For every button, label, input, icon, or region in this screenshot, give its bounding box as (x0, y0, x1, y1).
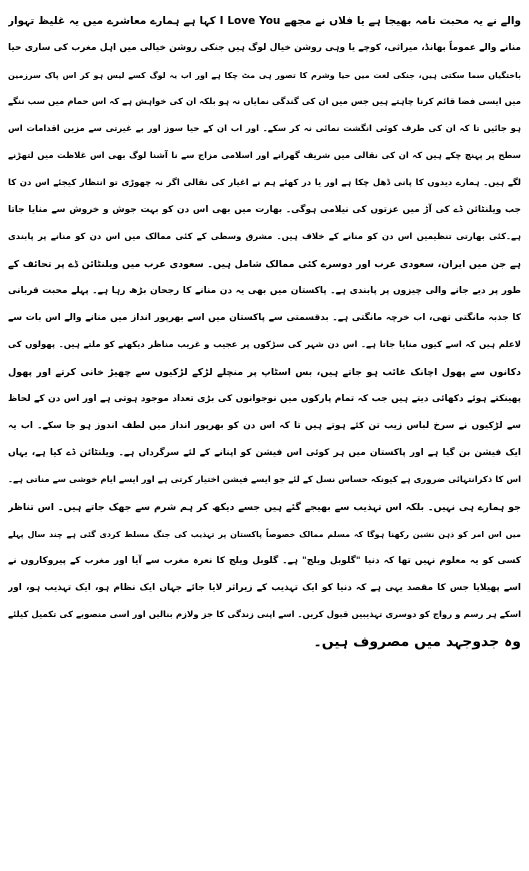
text-line: ہو جائیں تا کہ ان کی طرف کوئی انگشت نمائی نہ کر سکے۔ اور اب ان کے حیا سوز اور بے غیرتی سے مزین اقدامات اس (8, 124, 521, 134)
text-line: اسے پھیلایا جس کا مقصد یہی ہے کہ دنیا کو ایک تہذیب کے زیراثر لایا جائے جہاں ایک نظام ہو، ایک تہذیب ہو، اور (8, 583, 521, 593)
text-line: میں اس امر کو ذہن نشین رکھنا ہوگا کہ مسلم ممالک خصوصاً پاکستان پر تہذیب کی جنگ مسلط کردی گئی ہے چند سال پہلے (8, 530, 521, 539)
text-line: ہے۔کئی بھارتی تنظیمیں اس دن کو منانے کے خلاف ہیں۔ مشرق وسطی کے کئی ممالک میں اس دن کو منانے پر پابندی (8, 232, 521, 242)
text-line: منانے والے عموماً بھانڈ، میراثی، کوچے یا وہی روشن خیال لوگ ہیں جنکی روشن خیالی میں اہل مغرب کی ساری حیا (8, 43, 521, 53)
text-line: پھینکتے ہوئے دکھائی دیتے ہیں جب کہ تمام پارکوں میں نوجوانوں کی بڑی تعداد موجود ہوتی ہے اور اس دن کے لحاظ (8, 394, 521, 404)
text-line: اسکے ہر رسم و رواج کو دوسری تہذیبیں قبول کریں۔ اسے اپنی زندگی کا جز ولازم بنالیں اور اسی منصوبے کی تکمیل کیلئے (8, 610, 521, 620)
text-line: دکانوں سے پھول اچانک غائب ہو جاتے ہیں، بس اسٹاپ پر منچلے لڑکے لڑکیوں سے چھیڑ خانی کرتے اور پھول (8, 367, 521, 378)
text-line: سطح پر پہنچ چکے ہیں کہ ان کی نقالی میں شریف گھرانے اور اسلامی مزاج سے نا آشنا لوگ بھی اس غلاظت میں لتھڑنے (8, 151, 521, 161)
text-line: جب ویلنٹائن ڈے کی آڑ میں عزتوں کی نیلامی ہوگی۔ بھارت میں بھی اس دن کو بہت جوش و خروش سے منایا جاتا (8, 205, 521, 215)
text-line: اس کا ذکرانتہائی ضروری ہے کیونکہ حساس نسل کے لئے جو ایسے فیشن اختیار کرتی ہے اور ایسے ایام خوشی سے مناتی ہے۔ (8, 475, 521, 485)
text-line: باختگیاں سما سکتی ہیں، جنکی لغت میں حیا وشرم کا تصور ہی مٹ چکا ہے اور اب یہ لوگ کسے لیس ہو کر اس پاک سرزمین (8, 71, 521, 80)
text-line: لگے ہیں۔ ہمارے دیدوں کا پانی ڈھل چکا ہے اور یا در کھئے ہم نے اغیار کی نقالی اگر نہ چھوڑی تو انتظار کیجئے اس دن کا (8, 178, 521, 188)
text-line: والے نے یہ محبت نامہ بھیجا ہے یا فلاں نے مجھے I Love You کہا ہے ہمارے معاشرے میں یہ غلیظ تہوار (8, 15, 521, 27)
text-line: کسی کو یہ معلوم نہیں تھا کہ دنیا "گلوبل ویلج" ہے۔ گلوبل ویلج کا نعرہ مغرب سے آیا اور مغرب کے پیروکاروں نے (8, 556, 521, 566)
text-line: جو ہمارے ہی نہیں۔ بلکہ اس تہذیب سے بھیجے گئے ہیں جسے دیکھ کر ہم شرم سے جھک جاتے ہیں۔ اس تناظر (8, 502, 521, 513)
text-line: کا جذبہ مانگتی تھی، اب خرچہ مانگتی ہے۔ بدقسمتی سے پاکستان میں اسے بھرپور انداز میں منانے والے اس بات سے (8, 313, 521, 323)
text-line-last: وہ جدوجہد میں مصروف ہیں۔ (313, 634, 521, 650)
text-line: طور پر دیے جانے والی چیزوں پر پابندی ہے۔ پاکستان میں بھی یہ دن منانے کا رجحان بڑھ رہا ہے۔ پہلے محبت قربانی (8, 286, 521, 296)
text-line: سے لڑکیوں نے سرخ لباس زیب تن کئے ہوتے ہیں تا کہ اس دن کو بھرپور انداز میں لطف اندوز ہو جا سکے۔ اب یہ (8, 421, 521, 431)
text-line: میں ایسی فضا قائم کرنا چاہتے ہیں جس میں ان کی گندگی نمایاں نہ ہو بلکہ ان کی خواہش ہے کہ اس حمام میں سب ننگے (8, 97, 521, 107)
article-body (8, 8, 521, 656)
text-line: ایک فیشن بن گیا ہے اور پاکستان میں ہر کوئی اس فیشن کو اپنانے کے لئے سرگرداں ہے۔ ویلنٹائن ڈے کیا ہے، یہاں (8, 448, 521, 458)
text-line: ہے جن میں ایران، سعودی عرب اور دوسرے کئی ممالک شامل ہیں۔ سعودی عرب میں ویلنٹائن ڈے پر تحائف کے (8, 259, 521, 270)
text-line: لاعلم ہیں کہ اسے کیوں منایا جاتا ہے۔ اس دن شہر کی سڑکوں پر عجیب و غریب مناظر دیکھنے کو ملتے ہیں۔ پھولوں کی (8, 340, 521, 350)
